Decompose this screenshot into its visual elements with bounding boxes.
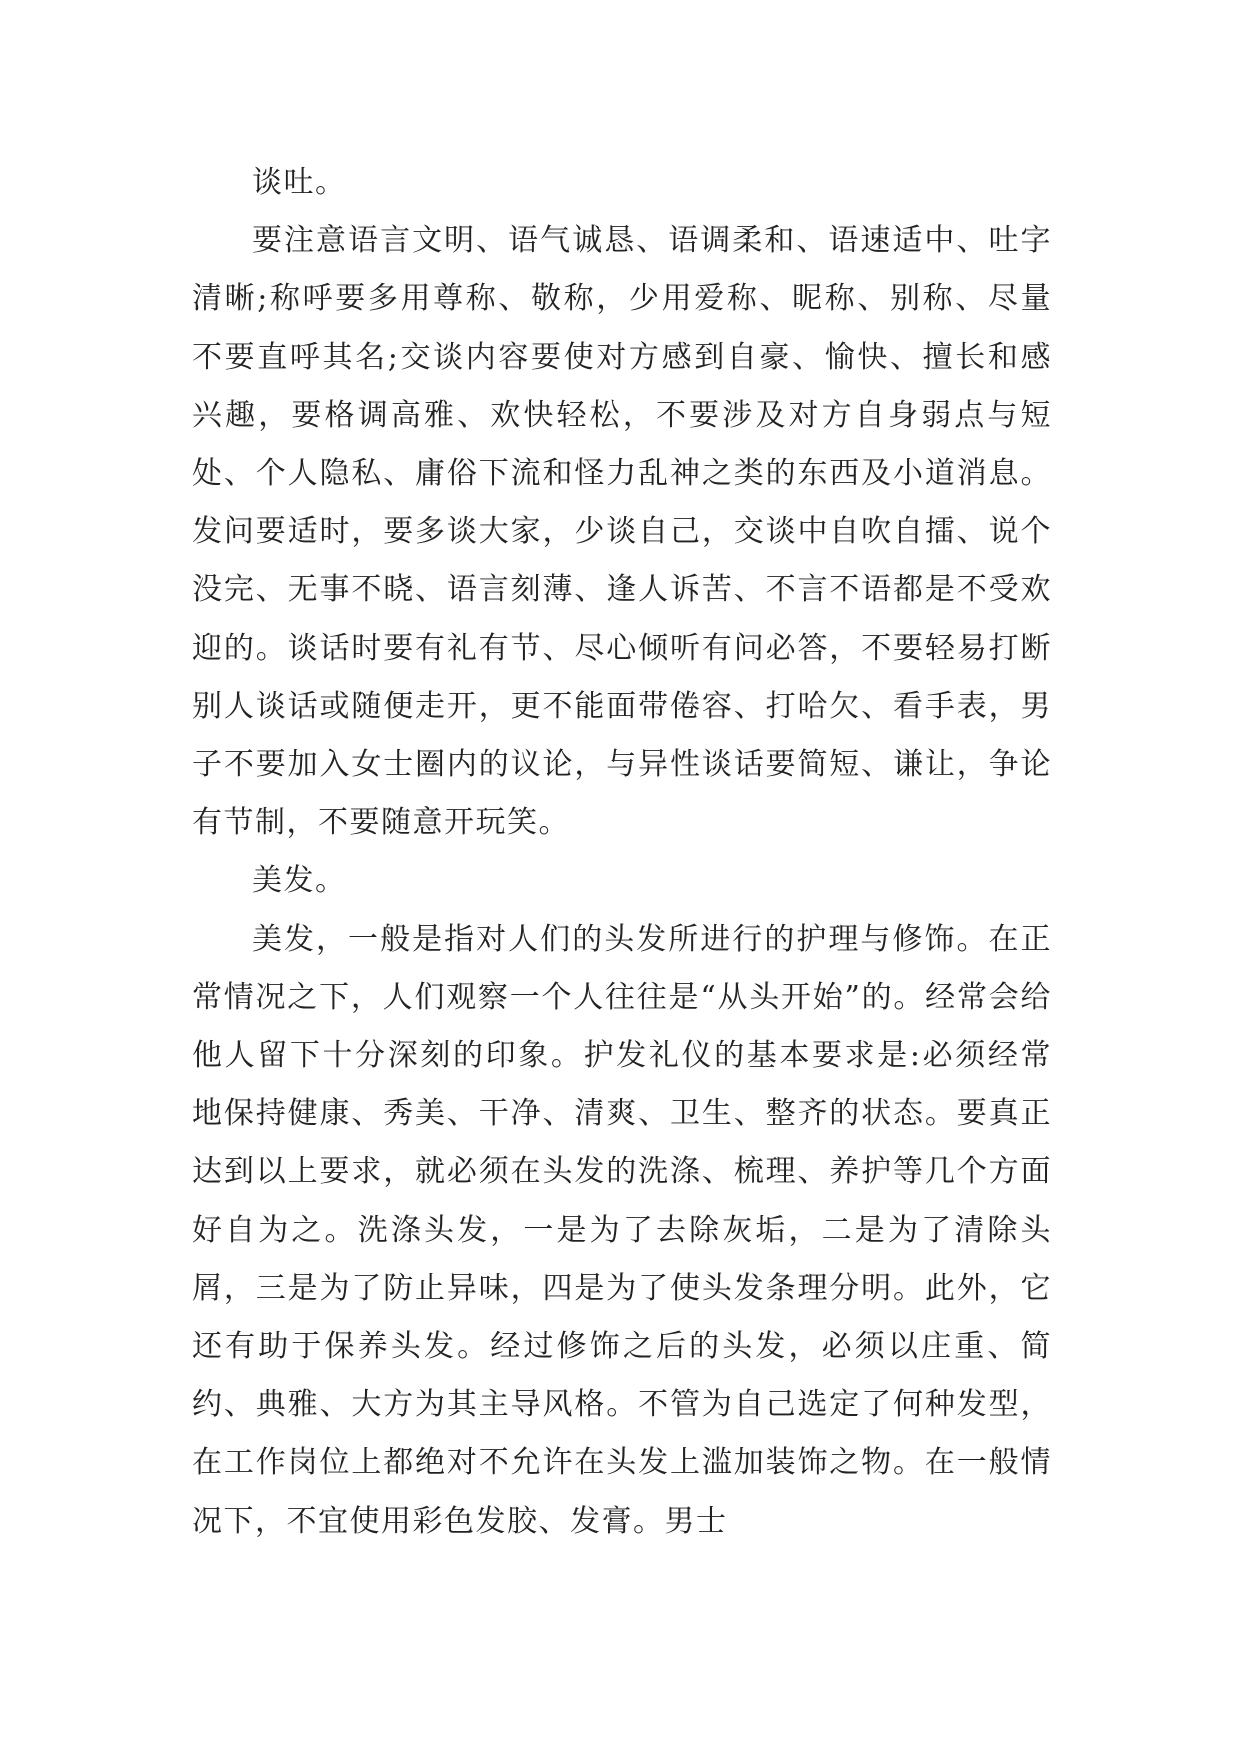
heading-talk: 谈吐。 bbox=[252, 165, 347, 200]
paragraph-talk: 要注意语言文明、语气诚恳、语调柔和、语速适中、吐字清晰;称呼要多用尊称、敬称，少用爱称、昵称、别称、尽量不要直呼其名;交谈内容要使对方感到自豪、愉快、擅长和感兴趣，要格调高雅、欢快轻松，不要涉及对方自身弱点与短处、个人隐私、庸俗下流和怪力乱神之类的东西及小道消息。发问要适时，要多谈大家，少谈自己，交谈中自吹自擂、说个没完、无事不晓、语言刻薄、逢人诉苦、不言不语都是不受欢迎的。谈话时要有礼有节、尽心倾听有问必答，不要轻易打断别人谈话或随便走开，更不能面带倦容、打哈欠、看手表，男子不要加入女士圈内的议论，与异性谈话要简短、谦让，争论有节制，不要随意开玩笑。 bbox=[192, 223, 1052, 841]
document-body bbox=[192, 154, 1052, 1551]
paragraph-hair: 美发，一般是指对人们的头发所进行的护理与修饰。在正常情况之下，人们观察一个人往往是“从头开始”的。经常会给他人留下十分深刻的印象。护发礼仪的基本要求是:必须经常地保持健康、秀美、干净、清爽、卫生、整齐的状态。要真正达到以上要求，就必须在头发的洗涤、梳理、养护等几个方面好自为之。洗涤头发，一是为了去除灰垢，二是为了清除头屑，三是为了防止异味，四是为了使头发条理分明。此外，它还有助于保养头发。经过修饰之后的头发，必须以庄重、简约、典雅、大方为其主导风格。不管为自己选定了何种发型，在工作岗位上都绝对不允许在头发上滥加装饰之物。在一般情况下，不宜使用彩色发胶、发膏。男士 bbox=[192, 921, 1052, 1539]
heading-hair: 美发。 bbox=[252, 863, 347, 899]
